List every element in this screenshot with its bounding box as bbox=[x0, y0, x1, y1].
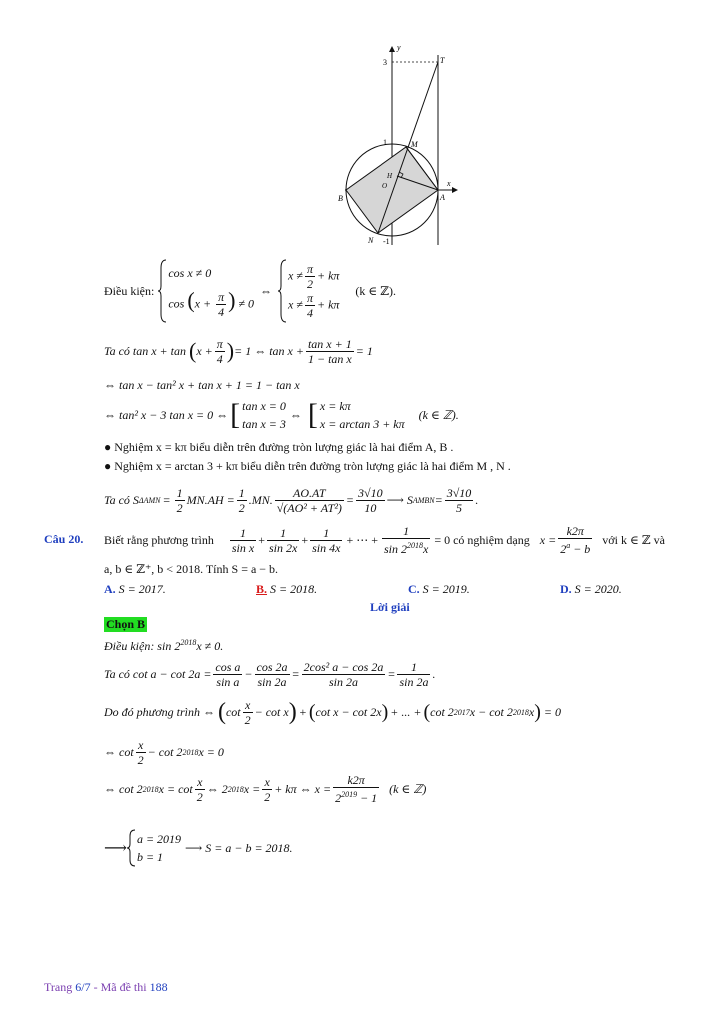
eq1-b: x + bbox=[196, 343, 213, 358]
cond-l2: cos (x + $\frac{\pi}{4}$ ) ≠ 0 bbox=[168, 286, 255, 319]
left-brace bbox=[158, 258, 168, 324]
option-A[interactable] bbox=[104, 582, 166, 597]
final-sys: a = 2019 b = 1 bbox=[136, 832, 182, 864]
eq3-sys1: tan x = 0 tan x = 3 bbox=[242, 399, 286, 431]
cond-kz: (k ∈ ℤ). bbox=[355, 283, 397, 298]
unit-circle-figure bbox=[330, 40, 460, 250]
sol-l4-x2: $\frac{x}{2}$ bbox=[196, 774, 203, 804]
label-B: B bbox=[338, 194, 343, 203]
area-a: Ta có S bbox=[104, 492, 139, 507]
area-frac2: $\frac{3√10}{10}$ bbox=[358, 485, 383, 515]
y-axis-arrow bbox=[389, 46, 395, 52]
q20-f5: $\frac{k2\pi}{2^a - b}$ bbox=[560, 524, 591, 556]
area-g: . bbox=[475, 492, 479, 507]
q20-with: với k ∈ ℤ và bbox=[602, 532, 665, 547]
area-frac: $\frac{AO.AT}{\text{√(AO² + AT²)}}$ bbox=[276, 485, 342, 515]
eq2-line: ⇔ tan x − tan² x + tan x + 1 = 1 − tan x bbox=[104, 378, 300, 392]
eq3-kz: (k ∈ ℤ). bbox=[418, 407, 459, 422]
label-x: x bbox=[447, 179, 451, 188]
sol-c1: $\frac{\text{cos a}}{\text{sin a}}$ bbox=[215, 659, 241, 689]
page-footer: Trang 6/7 - Mã đề thi 188 bbox=[44, 980, 168, 994]
area-e: = bbox=[345, 492, 355, 507]
q20-xeq: x = bbox=[539, 532, 557, 547]
sol-do-line: Do đó phương trình ⇔ ( cot $\frac{x}{2}$ − cot x ) + ( cot x − cot 2x ) + ... + ( cot 2 2017 x − cot 2 2018 x ) = 0 bbox=[104, 697, 561, 727]
q20-text1: Biết rằng phương trình bbox=[104, 532, 214, 547]
q20-dots: + ⋯ + bbox=[346, 532, 378, 547]
sol-c4: $\frac{1}{\sin 2a}$ bbox=[399, 659, 429, 689]
condition-line bbox=[104, 255, 396, 327]
eq3-sys2: x = kπ x = arctan 3 + kπ bbox=[319, 399, 405, 431]
option-D-label: D. bbox=[560, 582, 572, 596]
sol-x2: $\frac{x}{2}$ bbox=[244, 697, 251, 727]
q20-eq0: = 0 có nghiệm dạng bbox=[434, 532, 530, 547]
sol-do-a: Do đó phương trình ⇔ bbox=[104, 704, 215, 719]
option-D-text: S = 2020. bbox=[574, 582, 622, 596]
area-d: .MN. bbox=[248, 492, 273, 507]
area-c: MN.AH = bbox=[186, 492, 235, 507]
sol-c2: $\frac{\cos 2a}{\sin 2a}$ bbox=[256, 659, 288, 689]
question-20-line1: Biết rằng phương trình $\frac{1}{\text{sin x}}$ + $\frac{1}{\sin 2x}$ + $\frac{1}{\sin 4x}$ + ⋯ + $\frac{1}{\sin 2^{2018}x}$ = 0 có nghiệm dạng x = $\frac{k2\pi}{2^a - b}$ với k ∈ ℤ và bbox=[104, 524, 665, 556]
cond-r1: x ≠ $\frac{\pi}{2}$ + kπ bbox=[288, 262, 340, 291]
area-half-2: $\frac{1}{2}$ bbox=[238, 485, 245, 515]
eq1-frac-pi4: $\frac{\pi}{4}$ bbox=[216, 336, 223, 366]
option-B-text: S = 2018. bbox=[270, 582, 318, 596]
eq1-a: Ta có tan x + tan bbox=[104, 343, 186, 358]
sol-line3: ⇔ cot $\frac{x}{2}$ − cot 2 2018 x = 0 bbox=[104, 737, 224, 767]
option-B[interactable] bbox=[256, 582, 317, 597]
area-line bbox=[104, 480, 478, 520]
q20-f3: $\frac{1}{\sin 4x}$ bbox=[312, 525, 341, 555]
quadrilateral-AMBN bbox=[346, 147, 438, 233]
label-H: H bbox=[387, 172, 393, 180]
label-M: M bbox=[411, 140, 418, 149]
cond-system-right bbox=[288, 262, 339, 320]
tick-1: 1 bbox=[383, 138, 387, 147]
cond-label: Điều kiện: bbox=[104, 283, 155, 298]
cond-x-plus: x + bbox=[194, 295, 212, 310]
eq1-c: = 1 ⇔ tan x + bbox=[234, 343, 304, 358]
final-brace bbox=[127, 828, 137, 868]
label-N: N bbox=[368, 236, 374, 245]
cond-l1: cos x ≠ 0 bbox=[168, 265, 212, 280]
eq1-line: Ta có tan x + tan ( x + $\frac{\pi}{4}$ ) = 1 ⇔ tan x + $\frac{\text{tan x + 1}}{\text{1 − tan x}}$ = 1 bbox=[104, 336, 373, 366]
sol-line4: ⇔ cot 2 2018 x = cot $\frac{x}{2}$ ⇔ 2 2018 x = $\frac{x}{2}$ + kπ ⇔ x = $\frac{k2\pi}{2^{2019} - 1}$ (k ∈ ℤ) bbox=[104, 773, 427, 805]
bullet-1: ● Nghiệm x = kπ biểu diễn trên đường tròn lượng giác là hai điểm A, B . bbox=[104, 440, 454, 454]
sol-cot-a: Ta có cot a − cot 2a = bbox=[104, 666, 212, 681]
frac-pi4: $\frac{\pi}{4}$ bbox=[218, 289, 225, 319]
chosen-answer: Chọn B bbox=[106, 617, 146, 631]
area-frac3: $\frac{3√10}{5}$ bbox=[446, 485, 472, 515]
option-C[interactable] bbox=[408, 582, 470, 597]
eq1-d: = 1 bbox=[355, 343, 373, 358]
bullet-2: ● Nghiệm x = arctan 3 + kπ biểu diễn trên đường tròn lượng giác là hai điểm M , N . bbox=[104, 459, 511, 473]
sol-cond: Điều kiện: $\sin 2^{2018}x \ne 0$. bbox=[104, 638, 224, 653]
sol-l4-frac: $\frac{k2\pi}{2^{2019} - 1}$ bbox=[335, 773, 378, 805]
question-20-label: Câu 20. bbox=[44, 532, 84, 546]
sol-l4-x2b: $\frac{x}{2}$ bbox=[264, 774, 271, 804]
cond-cos: cos bbox=[168, 295, 185, 310]
label-T: T bbox=[440, 56, 445, 65]
label-O: O bbox=[382, 182, 388, 190]
option-A-text: S = 2017. bbox=[118, 582, 166, 596]
tick-neg1: -1 bbox=[383, 237, 390, 246]
option-C-label: C. bbox=[408, 582, 420, 596]
sol-final: ⟶ a = 2019 b = 1 ⟶ S = a − b = 2018. bbox=[104, 826, 293, 870]
cond-system-left bbox=[168, 264, 254, 319]
cond-iff: ⇔ bbox=[260, 283, 273, 298]
question-20-line2: a, b ∈ ℤ⁺, b < 2018. Tính S = a − b. bbox=[104, 562, 279, 576]
cond-r2: x ≠ $\frac{\pi}{4}$ + kπ bbox=[288, 291, 340, 320]
q20-f2: $\frac{1}{\sin 2x}$ bbox=[268, 525, 298, 555]
option-D[interactable] bbox=[560, 582, 622, 597]
eq3-iff: ⇔ bbox=[289, 407, 302, 422]
x-axis-arrow bbox=[452, 187, 458, 193]
option-A-label: A. bbox=[104, 582, 116, 596]
q20-f4: $\frac{1}{\sin 2^{2018}x}$ bbox=[383, 524, 429, 556]
eq3-a: ⇔ tan² x − 3 tan x = 0 ⇔ bbox=[104, 407, 229, 422]
sol-cot-line: Ta có cot a − cot 2a = $\frac{\text{cos a}}{\text{sin a}}$ − $\frac{\cos 2a}{\sin 2a}$ = $\frac{\text{2cos² a − cos 2a}}{\sin 2a}$ = $\frac{1}{\sin 2a}$ . bbox=[104, 659, 436, 689]
eq3-line: ⇔ tan² x − 3 tan x = 0 ⇔ [ tan x = 0 tan x = 3 ⇔ [ x = kπ x = arctan 3 + kπ (k ∈ ℤ). bbox=[104, 398, 459, 431]
area-b: = bbox=[162, 492, 171, 507]
solution-title: Lời giải bbox=[370, 600, 410, 614]
eq1-frac: $\frac{\text{tan x + 1}}{\text{1 − tan x}}$ bbox=[307, 336, 352, 366]
cond-neq0: ≠ 0 bbox=[238, 295, 255, 310]
area-arrow: ⟶ S bbox=[386, 492, 413, 507]
label-y: y bbox=[397, 43, 401, 52]
left-brace-2 bbox=[278, 258, 288, 324]
option-C-text: S = 2019. bbox=[422, 582, 470, 596]
sol-l3-x2: $\frac{x}{2}$ bbox=[137, 737, 144, 767]
sol-c3: $\frac{\text{2cos² a − cos 2a}}{\sin 2a}$ bbox=[303, 659, 384, 689]
area-f: = bbox=[434, 492, 443, 507]
option-B-label: B. bbox=[256, 582, 268, 596]
area-sub2: AMBN bbox=[412, 495, 435, 505]
area-sub: ΔAMN bbox=[138, 495, 161, 505]
area-half: $\frac{1}{2}$ bbox=[176, 485, 183, 515]
tick-3: 3 bbox=[383, 58, 387, 67]
q20-f1: $\frac{1}{\text{sin x}}$ bbox=[231, 525, 255, 555]
label-A: A bbox=[440, 193, 445, 202]
